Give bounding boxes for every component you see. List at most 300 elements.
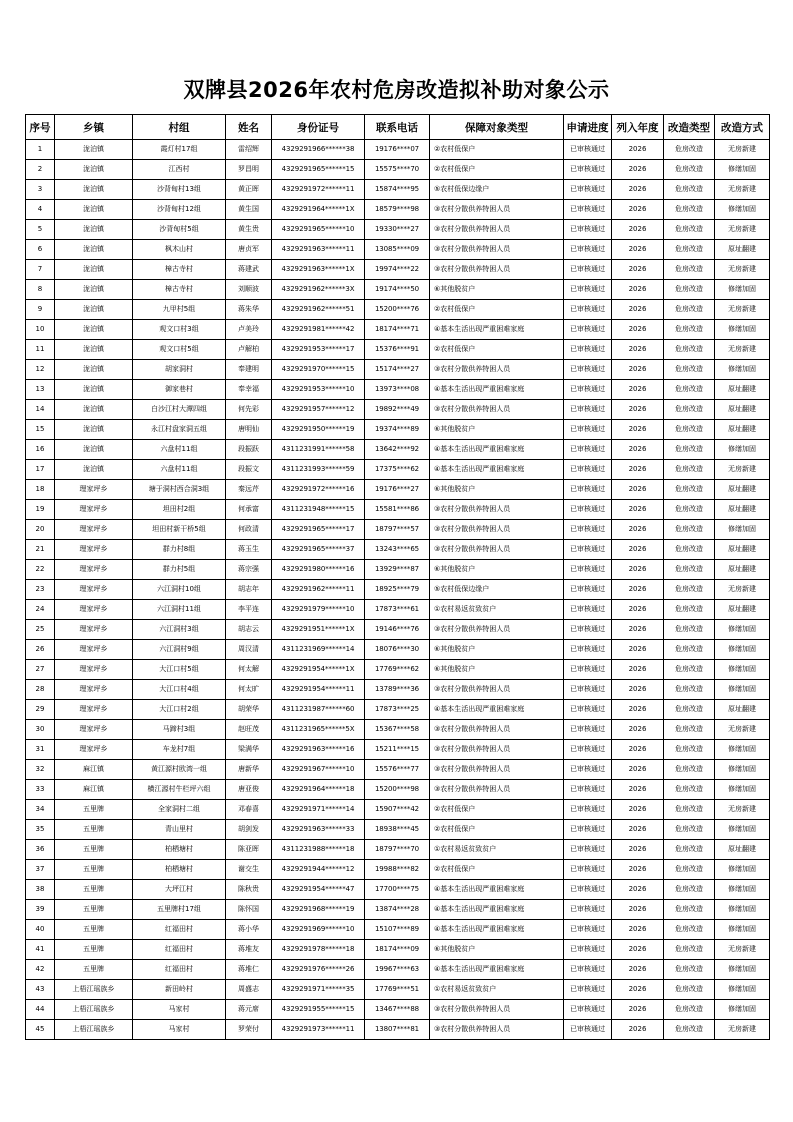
renovation-method-cell: 无房新建 [715,1020,770,1040]
beneficiary-type-cell: ③农村分散供养特困人员 [430,240,564,260]
village-cell: 大江口村5组 [133,660,226,680]
phone-cell: 19974****22 [365,260,430,280]
renovation-type-cell: 危房改造 [664,760,715,780]
progress-cell: 已审核通过 [564,240,612,260]
id-number-cell: 4311231969******14 [272,640,365,660]
village-cell: 六江洞村9组 [133,640,226,660]
renovation-type-cell: 危房改造 [664,460,715,480]
village-cell: 六盘村11组 [133,440,226,460]
index-cell: 2 [26,160,55,180]
village-cell: 柏栖塘村 [133,840,226,860]
renovation-method-cell: 原址翻建 [715,400,770,420]
index-cell: 9 [26,300,55,320]
id-number-cell: 4329291950******19 [272,420,365,440]
col-header-renovation-type: 改造类型 [664,115,715,140]
progress-cell: 已审核通过 [564,880,612,900]
township-cell: 上梧江瑶族乡 [55,980,133,1000]
id-number-cell: 4329291965******37 [272,540,365,560]
village-cell: 柏栖塘村 [133,860,226,880]
year-cell: 2026 [612,500,664,520]
index-cell: 15 [26,420,55,440]
year-cell: 2026 [612,160,664,180]
beneficiary-type-cell: ③农村分散供养特困人员 [430,520,564,540]
index-cell: 11 [26,340,55,360]
name-cell: 谢交生 [226,860,272,880]
index-cell: 30 [26,720,55,740]
index-cell: 39 [26,900,55,920]
index-cell: 45 [26,1020,55,1040]
index-cell: 44 [26,1000,55,1020]
beneficiary-type-cell: ③农村分散供养特困人员 [430,680,564,700]
index-cell: 41 [26,940,55,960]
table-row [26,180,770,200]
township-cell: 五里牌 [55,960,133,980]
township-cell: 理家坪乡 [55,700,133,720]
year-cell: 2026 [612,660,664,680]
beneficiary-type-cell: ⑥其他脱贫户 [430,280,564,300]
village-cell: 坦田村新干桥5组 [133,520,226,540]
id-number-cell: 4329291979******10 [272,600,365,620]
village-cell: 坦田村2组 [133,500,226,520]
name-cell: 段振跃 [226,440,272,460]
phone-cell: 13929****87 [365,560,430,580]
beneficiary-type-cell: ③农村分散供养特困人员 [430,740,564,760]
beneficiary-type-cell: ⑥其他脱贫户 [430,660,564,680]
year-cell: 2026 [612,1000,664,1020]
table-row [26,600,770,620]
name-cell: 卢解柏 [226,340,272,360]
renovation-method-cell: 原址翻建 [715,380,770,400]
table-row [26,680,770,700]
phone-cell: 17873****25 [365,700,430,720]
progress-cell: 已审核通过 [564,860,612,880]
table-row [26,500,770,520]
beneficiary-type-cell: ③农村分散供养特困人员 [430,200,564,220]
renovation-type-cell: 危房改造 [664,360,715,380]
name-cell: 蒋堆友 [226,940,272,960]
col-header-beneficiary-type: 保障对象类型 [430,115,564,140]
renovation-type-cell: 危房改造 [664,200,715,220]
renovation-type-cell: 危房改造 [664,220,715,240]
table-header-row [26,115,770,140]
id-number-cell: 4329291973******11 [272,1020,365,1040]
phone-cell: 13467****88 [365,1000,430,1020]
index-cell: 21 [26,540,55,560]
year-cell: 2026 [612,520,664,540]
col-header-township: 乡镇 [55,115,133,140]
progress-cell: 已审核通过 [564,460,612,480]
beneficiary-type-cell: ③农村分散供养特困人员 [430,260,564,280]
phone-cell: 15575****70 [365,160,430,180]
id-number-cell: 4329291957******12 [272,400,365,420]
village-cell: 黄江源村欧湾一组 [133,760,226,780]
township-cell: 理家坪乡 [55,500,133,520]
renovation-type-cell: 危房改造 [664,600,715,620]
renovation-method-cell: 修缮加固 [715,200,770,220]
phone-cell: 15200****76 [365,300,430,320]
index-cell: 12 [26,360,55,380]
name-cell: 雷绍辉 [226,140,272,160]
phone-cell: 17700****75 [365,880,430,900]
index-cell: 37 [26,860,55,880]
renovation-method-cell: 无房新建 [715,220,770,240]
renovation-method-cell: 无房新建 [715,260,770,280]
renovation-method-cell: 原址翻建 [715,500,770,520]
id-number-cell: 4329291980******16 [272,560,365,580]
village-cell: 全家洞村二组 [133,800,226,820]
year-cell: 2026 [612,700,664,720]
renovation-type-cell: 危房改造 [664,540,715,560]
progress-cell: 已审核通过 [564,660,612,680]
township-cell: 泷泊镇 [55,360,133,380]
phone-cell: 19146****76 [365,620,430,640]
progress-cell: 已审核通过 [564,420,612,440]
year-cell: 2026 [612,400,664,420]
name-cell: 刘顺波 [226,280,272,300]
renovation-type-cell: 危房改造 [664,300,715,320]
renovation-method-cell: 原址翻建 [715,240,770,260]
renovation-type-cell: 危房改造 [664,160,715,180]
village-cell: 青山里村 [133,820,226,840]
id-number-cell: 4329291955******15 [272,1000,365,1020]
township-cell: 理家坪乡 [55,540,133,560]
township-cell: 理家坪乡 [55,520,133,540]
progress-cell: 已审核通过 [564,760,612,780]
name-cell: 段振文 [226,460,272,480]
year-cell: 2026 [612,320,664,340]
col-header-index: 序号 [26,115,55,140]
beneficiary-type-cell: ①农村易返贫致贫户 [430,840,564,860]
id-number-cell: 4311231993******59 [272,460,365,480]
progress-cell: 已审核通过 [564,160,612,180]
progress-cell: 已审核通过 [564,220,612,240]
index-cell: 35 [26,820,55,840]
village-cell: 霞灯村17组 [133,140,226,160]
name-cell: 赵旺茂 [226,720,272,740]
village-cell: 马家村 [133,1000,226,1020]
renovation-type-cell: 危房改造 [664,400,715,420]
beneficiary-type-cell: ②农村低保户 [430,820,564,840]
renovation-type-cell: 危房改造 [664,700,715,720]
subsidy-recipients-table [25,114,770,1040]
township-cell: 麻江镇 [55,760,133,780]
village-cell: 六江洞村10组 [133,580,226,600]
id-number-cell: 4311231991******58 [272,440,365,460]
index-cell: 26 [26,640,55,660]
name-cell: 秦远芹 [226,480,272,500]
id-number-cell: 4311231948******15 [272,500,365,520]
beneficiary-type-cell: ④基本生活出现严重困难家庭 [430,960,564,980]
name-cell: 唐亚俊 [226,780,272,800]
year-cell: 2026 [612,800,664,820]
village-cell: 群力村8组 [133,540,226,560]
id-number-cell: 4329291953******17 [272,340,365,360]
phone-cell: 13243****65 [365,540,430,560]
renovation-type-cell: 危房改造 [664,1000,715,1020]
id-number-cell: 4329291963******16 [272,740,365,760]
renovation-method-cell: 无房新建 [715,140,770,160]
index-cell: 16 [26,440,55,460]
id-number-cell: 4329291964******18 [272,780,365,800]
index-cell: 22 [26,560,55,580]
phone-cell: 18797****57 [365,520,430,540]
township-cell: 上梧江瑶族乡 [55,1020,133,1040]
township-cell: 理家坪乡 [55,600,133,620]
index-cell: 40 [26,920,55,940]
phone-cell: 18925****79 [365,580,430,600]
table-row [26,560,770,580]
village-cell: 群力村5组 [133,560,226,580]
progress-cell: 已审核通过 [564,440,612,460]
renovation-type-cell: 危房改造 [664,240,715,260]
table-row [26,900,770,920]
village-cell: 沙背甸村13组 [133,180,226,200]
phone-cell: 19892****49 [365,400,430,420]
renovation-method-cell: 修缮加固 [715,680,770,700]
id-number-cell: 4329291981******42 [272,320,365,340]
village-cell: 马蹄村3组 [133,720,226,740]
id-number-cell: 4329291976******26 [272,960,365,980]
year-cell: 2026 [612,880,664,900]
renovation-method-cell: 修缮加固 [715,980,770,1000]
name-cell: 奉建明 [226,360,272,380]
renovation-method-cell: 修缮加固 [715,440,770,460]
township-cell: 泷泊镇 [55,420,133,440]
table-row [26,700,770,720]
progress-cell: 已审核通过 [564,360,612,380]
table-row [26,980,770,1000]
id-number-cell: 4329291954******11 [272,680,365,700]
phone-cell: 17873****61 [365,600,430,620]
phone-cell: 15874****95 [365,180,430,200]
renovation-method-cell: 无房新建 [715,940,770,960]
table-row [26,520,770,540]
table-row [26,220,770,240]
col-header-name: 姓名 [226,115,272,140]
village-cell: 江西村 [133,160,226,180]
beneficiary-type-cell: ⑥其他脱贫户 [430,940,564,960]
beneficiary-type-cell: ②农村低保户 [430,300,564,320]
progress-cell: 已审核通过 [564,280,612,300]
renovation-method-cell: 修缮加固 [715,320,770,340]
index-cell: 6 [26,240,55,260]
name-cell: 唐贞军 [226,240,272,260]
id-number-cell: 4311231988******18 [272,840,365,860]
progress-cell: 已审核通过 [564,540,612,560]
township-cell: 泷泊镇 [55,140,133,160]
year-cell: 2026 [612,780,664,800]
township-cell: 泷泊镇 [55,400,133,420]
table-body [26,140,770,1040]
phone-cell: 15376****91 [365,340,430,360]
name-cell: 黄生贵 [226,220,272,240]
progress-cell: 已审核通过 [564,200,612,220]
index-cell: 31 [26,740,55,760]
table-row [26,540,770,560]
year-cell: 2026 [612,900,664,920]
name-cell: 蒋堆仁 [226,960,272,980]
renovation-type-cell: 危房改造 [664,1020,715,1040]
renovation-type-cell: 危房改造 [664,840,715,860]
renovation-type-cell: 危房改造 [664,420,715,440]
id-number-cell: 4329291967******10 [272,760,365,780]
index-cell: 14 [26,400,55,420]
renovation-method-cell: 修缮加固 [715,620,770,640]
township-cell: 理家坪乡 [55,620,133,640]
table-row [26,140,770,160]
village-cell: 九甲村5组 [133,300,226,320]
renovation-method-cell: 修缮加固 [715,640,770,660]
phone-cell: 15581****86 [365,500,430,520]
table-row [26,940,770,960]
phone-cell: 18174****71 [365,320,430,340]
table-row [26,860,770,880]
phone-cell: 15211****15 [365,740,430,760]
name-cell: 蒋元席 [226,1000,272,1020]
progress-cell: 已审核通过 [564,800,612,820]
renovation-method-cell: 修缮加固 [715,880,770,900]
renovation-method-cell: 原址翻建 [715,540,770,560]
village-cell: 樟古寺村 [133,280,226,300]
progress-cell: 已审核通过 [564,980,612,1000]
year-cell: 2026 [612,260,664,280]
township-cell: 五里牌 [55,840,133,860]
village-cell: 塘于洞村西合洞3组 [133,480,226,500]
index-cell: 8 [26,280,55,300]
progress-cell: 已审核通过 [564,820,612,840]
year-cell: 2026 [612,680,664,700]
beneficiary-type-cell: ③农村分散供养特困人员 [430,780,564,800]
table-row [26,320,770,340]
village-cell: 枫木山村 [133,240,226,260]
village-cell: 沙背甸村5组 [133,220,226,240]
renovation-type-cell: 危房改造 [664,480,715,500]
township-cell: 五里牌 [55,940,133,960]
township-cell: 泷泊镇 [55,180,133,200]
village-cell: 大江口村2组 [133,700,226,720]
phone-cell: 17769****62 [365,660,430,680]
phone-cell: 13807****81 [365,1020,430,1040]
year-cell: 2026 [612,460,664,480]
beneficiary-type-cell: ③农村分散供养特困人员 [430,1020,564,1040]
beneficiary-type-cell: ④基本生活出现严重困难家庭 [430,920,564,940]
table-row [26,960,770,980]
name-cell: 何政清 [226,520,272,540]
year-cell: 2026 [612,300,664,320]
table-row [26,740,770,760]
village-cell: 御家巷村 [133,380,226,400]
index-cell: 23 [26,580,55,600]
phone-cell: 19176****07 [365,140,430,160]
renovation-type-cell: 危房改造 [664,960,715,980]
name-cell: 唐新华 [226,760,272,780]
name-cell: 罗荣付 [226,1020,272,1040]
col-header-id-number: 身份证号 [272,115,365,140]
table-row [26,360,770,380]
village-cell: 大坪江村 [133,880,226,900]
year-cell: 2026 [612,920,664,940]
name-cell: 陈秋贵 [226,880,272,900]
beneficiary-type-cell: ④基本生活出现严重困难家庭 [430,900,564,920]
name-cell: 周盛志 [226,980,272,1000]
index-cell: 32 [26,760,55,780]
progress-cell: 已审核通过 [564,620,612,640]
year-cell: 2026 [612,820,664,840]
progress-cell: 已审核通过 [564,920,612,940]
renovation-type-cell: 危房改造 [664,440,715,460]
id-number-cell: 4329291978******18 [272,940,365,960]
township-cell: 五里牌 [55,800,133,820]
index-cell: 42 [26,960,55,980]
table-row [26,160,770,180]
renovation-method-cell: 无房新建 [715,800,770,820]
renovation-type-cell: 危房改造 [664,520,715,540]
renovation-method-cell: 修缮加固 [715,780,770,800]
index-cell: 13 [26,380,55,400]
township-cell: 五里牌 [55,860,133,880]
year-cell: 2026 [612,380,664,400]
name-cell: 蒋朱华 [226,300,272,320]
township-cell: 泷泊镇 [55,440,133,460]
phone-cell: 17769****51 [365,980,430,1000]
col-header-village: 村组 [133,115,226,140]
phone-cell: 15107****89 [365,920,430,940]
township-cell: 泷泊镇 [55,260,133,280]
beneficiary-type-cell: ⑥其他脱贫户 [430,480,564,500]
name-cell: 李平连 [226,600,272,620]
phone-cell: 18076****30 [365,640,430,660]
progress-cell: 已审核通过 [564,300,612,320]
table-row [26,420,770,440]
id-number-cell: 4329291944******12 [272,860,365,880]
township-cell: 五里牌 [55,900,133,920]
id-number-cell: 4329291962******3X [272,280,365,300]
table-row [26,380,770,400]
year-cell: 2026 [612,960,664,980]
table-row [26,300,770,320]
phone-cell: 15367****58 [365,720,430,740]
year-cell: 2026 [612,1020,664,1040]
name-cell: 罗昌明 [226,160,272,180]
beneficiary-type-cell: ⑥其他脱贫户 [430,640,564,660]
renovation-type-cell: 危房改造 [664,320,715,340]
year-cell: 2026 [612,440,664,460]
renovation-method-cell: 修缮加固 [715,660,770,680]
progress-cell: 已审核通过 [564,740,612,760]
renovation-type-cell: 危房改造 [664,720,715,740]
index-cell: 1 [26,140,55,160]
renovation-type-cell: 危房改造 [664,260,715,280]
renovation-method-cell: 修缮加固 [715,900,770,920]
township-cell: 理家坪乡 [55,660,133,680]
beneficiary-type-cell: ③农村分散供养特困人员 [430,360,564,380]
progress-cell: 已审核通过 [564,1000,612,1020]
col-header-progress: 申请进度 [564,115,612,140]
table-row [26,440,770,460]
progress-cell: 已审核通过 [564,580,612,600]
year-cell: 2026 [612,840,664,860]
table-row [26,920,770,940]
progress-cell: 已审核通过 [564,1020,612,1040]
name-cell: 唐明仙 [226,420,272,440]
beneficiary-type-cell: ③农村分散供养特困人员 [430,500,564,520]
table-row [26,880,770,900]
village-cell: 观文口村5组 [133,340,226,360]
index-cell: 36 [26,840,55,860]
renovation-type-cell: 危房改造 [664,340,715,360]
beneficiary-type-cell: ③农村分散供养特困人员 [430,540,564,560]
renovation-type-cell: 危房改造 [664,880,715,900]
